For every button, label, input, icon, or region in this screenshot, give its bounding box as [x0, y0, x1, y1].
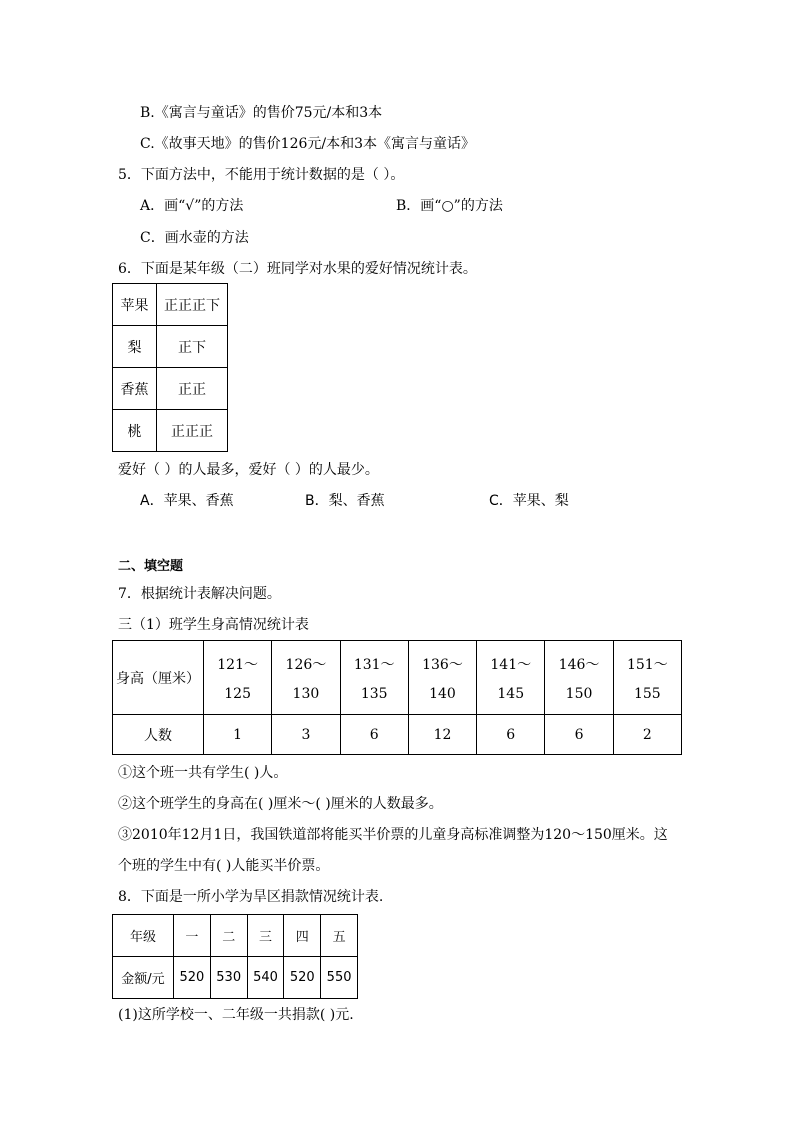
- range-to: 130: [292, 685, 320, 702]
- count-cell: 1: [204, 715, 272, 755]
- fruit-cell: 香蕉: [113, 368, 157, 410]
- range-to: 135: [360, 685, 388, 702]
- range-cell: [340, 641, 408, 715]
- range-to: 140: [429, 685, 456, 702]
- q4-option-b: B.《寓言与童话》的售价75元/本和3本: [140, 105, 383, 121]
- grade-cell: 二: [210, 915, 247, 957]
- q6-option-a: A．苹果、香蕉: [140, 493, 234, 509]
- range-to: 145: [497, 685, 525, 702]
- range-cell: [477, 641, 545, 715]
- amount-cell: 520: [174, 957, 211, 999]
- amount-cell: 540: [247, 957, 284, 999]
- amount-cell: 550: [321, 957, 358, 999]
- table-row: [113, 715, 682, 755]
- tally-cell: 正下: [157, 326, 228, 368]
- q7-sub1: ①这个班一共有学生( )人。: [118, 765, 288, 781]
- q5-option-a: A．画“√”的方法: [140, 198, 244, 214]
- count-cell: 6: [545, 715, 613, 755]
- range-to: 155: [633, 685, 661, 702]
- q6-stem: 6．下面是某年级（二）班同学对水果的爱好情况统计表。: [118, 261, 477, 277]
- section-title: 二、填空题: [118, 559, 184, 574]
- amount-label-cell: 金额/元: [113, 957, 174, 999]
- q7-stem: 7．根据统计表解决问题。: [118, 586, 281, 602]
- fruit-cell: 苹果: [113, 284, 157, 326]
- q4-option-c: C.《故事天地》的售价126元/本和3本《寓言与童话》: [140, 136, 476, 152]
- grade-cell: 三: [247, 915, 284, 957]
- tally-cell: 正正正下: [157, 284, 228, 326]
- q6-question: 爱好（ ）的人最多，爱好（ ）的人最少。: [118, 462, 379, 478]
- range-from: 126～: [285, 656, 327, 673]
- count-cell: 3: [272, 715, 340, 755]
- header-label-cell: 身高（厘米）: [113, 641, 204, 715]
- amount-cell: 520: [284, 957, 321, 999]
- grade-cell: 四: [284, 915, 321, 957]
- table-row: [113, 410, 228, 452]
- q6-option-c: C．苹果、梨: [489, 493, 569, 509]
- height-stats-table: [112, 640, 682, 755]
- range-from: 146～: [558, 656, 600, 673]
- q5-stem: 5．下面方法中，不能用于统计数据的是（ ）。: [118, 167, 405, 183]
- table-row: [113, 957, 358, 999]
- q8-stem: 8．下面是一所小学为旱区捐款情况统计表.: [118, 889, 384, 905]
- range-from: 131～: [353, 656, 395, 673]
- q7-table-title: 三（1）班学生身高情况统计表: [118, 617, 309, 633]
- amount-cell: 530: [210, 957, 247, 999]
- q6-option-b: B．梨、香蕉: [305, 493, 385, 509]
- fruit-cell: 桃: [113, 410, 157, 452]
- range-from: 151～: [626, 656, 668, 673]
- fruit-cell: 梨: [113, 326, 157, 368]
- tally-cell: 正正: [157, 368, 228, 410]
- count-label-cell: 人数: [113, 715, 204, 755]
- count-cell: 6: [340, 715, 408, 755]
- range-cell: [545, 641, 613, 715]
- range-to: 150: [565, 685, 593, 702]
- count-cell: 6: [477, 715, 545, 755]
- range-from: 136～: [422, 656, 463, 673]
- table-row: [113, 284, 228, 326]
- grade-cell: 五: [321, 915, 358, 957]
- header-label-cell: 年级: [113, 915, 174, 957]
- range-cell: [272, 641, 340, 715]
- q5-option-c: C．画水壶的方法: [140, 230, 249, 246]
- table-row: [113, 368, 228, 410]
- q5-option-b: B．画“○”的方法: [396, 198, 503, 214]
- q7-sub3-line1: ③2010年12月1日，我国铁道部将能买半价票的儿童身高标准调整为120～150厘米。这: [118, 827, 668, 843]
- count-cell: 12: [408, 715, 476, 755]
- range-from: 121～: [217, 656, 258, 673]
- range-cell: [204, 641, 272, 715]
- range-cell: [408, 641, 476, 715]
- q7-sub2: ②这个班学生的身高在( )厘米～( )厘米的人数最多。: [118, 796, 443, 812]
- q8-sub1: (1)这所学校一、二年级一共捐款( )元.: [118, 1007, 354, 1023]
- range-cell: [613, 641, 681, 715]
- range-from: 141～: [490, 656, 532, 673]
- table-row: [113, 641, 682, 715]
- table-row: [113, 915, 358, 957]
- count-cell: 2: [613, 715, 681, 755]
- grade-cell: 一: [174, 915, 211, 957]
- range-to: 125: [224, 685, 251, 702]
- tally-cell: 正正正: [157, 410, 228, 452]
- donation-table: [112, 914, 358, 999]
- fruit-tally-table: [112, 283, 228, 452]
- q7-sub3-line2: 个班的学生中有( )人能买半价票。: [118, 858, 330, 874]
- table-row: [113, 326, 228, 368]
